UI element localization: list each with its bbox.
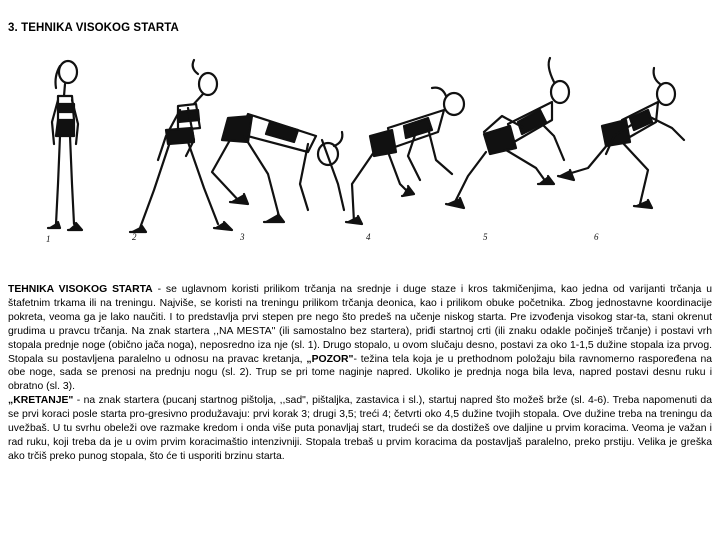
frame-number-5: 5 bbox=[483, 232, 488, 242]
body-text bbox=[8, 283, 712, 464]
paragraph-1 bbox=[8, 283, 712, 394]
runner-figure-1 bbox=[48, 61, 82, 230]
frame-number-4: 4 bbox=[366, 232, 371, 242]
paragraph-1-heading: TEHNIKA VISOKOG STARTA bbox=[8, 284, 153, 295]
runner-figure-3 bbox=[212, 114, 344, 222]
pozor-command: „POZOR" bbox=[306, 353, 354, 365]
paragraph-2-text: - na znak startera (pucanj startnog pištolja, ,,sad", pištaljka, zastavica i sl.), startuj napred što možeš brže (sl. 4-6). Treba napomenuti da se prvi koraci posle starta pro-gresivno produžavaju: prvi korak 3; drugi 3,5; treći 4; četvrti oko 4,5 dužine tvojih stopala. Ove dužine treba na treningu da uvežbaš. U tu svrhu obeleži ove razmake kredom i onda više puta ponavljaj start, trudeći se da dostižeš ove daljine u prvim koracima. Veoma je važan i rad ruku, koji treba da je u ovim prvim koracimaštio intenzivniji. Stopala trebaš u prvim koracima da postavljaš paralelno, preko prstiju. Velika je greška ako trčiš preko punog stopala, što će ti usporiti brzinu starta. bbox=[8, 395, 712, 462]
paragraph-2 bbox=[8, 394, 712, 464]
frame-number-3: 3 bbox=[240, 232, 245, 242]
page-title: 3. TEHNIKA VISOKOG STARTA bbox=[8, 22, 179, 34]
runner-figure-6 bbox=[558, 68, 684, 208]
paragraph-1-text-after: - težina tela koja je u prethodnom položaju bila ravnomerno raspoređena na obe noge, sada se prenosi na prednju nogu (sl. 2). Trup se pri tome naginje napred. Ukoliko je prednja noga bila leva, napred postavi desnu ruku i obratno (sl. 3). bbox=[8, 353, 713, 393]
runner-figure-2 bbox=[130, 60, 232, 232]
frame-number-2: 2 bbox=[132, 232, 137, 242]
kretanje-command: „KRETANJE" bbox=[8, 395, 74, 407]
frame-number-6: 6 bbox=[594, 232, 599, 242]
runner-figure-5 bbox=[446, 58, 569, 208]
paragraph-1-text: - se uglavnom koristi prilikom trčanja na srednje i duge staze i kros takmičenjima, kao jedna od varijanti trčanja u štafetnim trkama ili na treningu. Najviše, se koristi na treningu prilikom trčanja deonica, kao i prilikom obuke početnika. Zbog jednostavne koordinacije pokreta, veoma ga je lako naučiti. I to predstavlja prvi stepen pre nego što predeš na učenje niskog starta. Pre izvođenja visokog star-ta, stani okrenut grudima u pravcu trčanja. Na znak startera ,,NA MESTA" (ili samostalno bez startera), priđi startnoj crti (ili znaku odakle počinješ trčanje) i postavi vrh stopala prednje noge (obično jača noga), neposredno iza nje (sl. 1). Drugo stopalo, u ovom slučaju desno, postavi za oko 1-1,5 dužine stopala iza prvog. Stopala su postavljena paralelno u odnosu na pravac kretanja, bbox=[8, 284, 712, 365]
frame-number-1: 1 bbox=[46, 234, 51, 244]
start-technique-illustration bbox=[8, 44, 713, 250]
